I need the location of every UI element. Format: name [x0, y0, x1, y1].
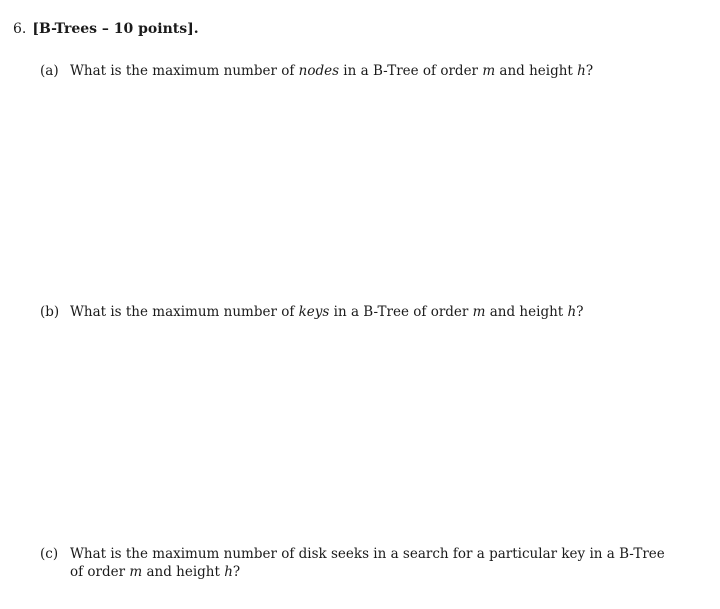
- question-b-emphasis: keys: [298, 304, 330, 320]
- problem-number: 6.: [13, 21, 27, 37]
- question-c-label: (c): [40, 546, 59, 562]
- problem-title: [B-Trees – 10 points].: [32, 21, 199, 37]
- question-a-var-m: m: [482, 63, 496, 79]
- question-a-end: ?: [585, 63, 594, 79]
- question-c-pre2: of order: [70, 564, 130, 580]
- question-c-end: ?: [232, 564, 241, 580]
- question-b-end: ?: [576, 304, 584, 320]
- question-b-and: and height: [485, 304, 568, 320]
- question-a-pre: What is the maximum number of: [70, 63, 299, 79]
- question-b-var-h: h: [567, 304, 577, 320]
- question-c-var-m: m: [129, 564, 143, 580]
- question-a: [40, 62, 710, 80]
- question-a-label: (a): [40, 63, 59, 79]
- question-b-label: (b): [40, 304, 60, 320]
- question-b-var-m: m: [472, 304, 486, 320]
- question-a-text: [70, 63, 593, 79]
- question-b-text: [70, 304, 583, 320]
- question-b-pre: What is the maximum number of: [70, 304, 299, 320]
- question-c-and: and height: [142, 564, 225, 580]
- question-b-mid: in a B-Tree of order: [329, 304, 473, 320]
- question-c: [40, 545, 710, 581]
- question-a-mid: in a B-Tree of order: [339, 63, 483, 79]
- question-c-var-h: h: [224, 564, 233, 580]
- problem-header: [13, 20, 199, 38]
- question-a-emphasis: nodes: [298, 63, 340, 79]
- question-c-line2: [40, 563, 710, 581]
- question-c-line1: What is the maximum number of disk seeks in a search for a particular key in a B-Tree: [70, 546, 665, 562]
- question-a-var-h: h: [577, 63, 586, 79]
- question-a-and: and height: [495, 63, 578, 79]
- question-b: [40, 303, 710, 321]
